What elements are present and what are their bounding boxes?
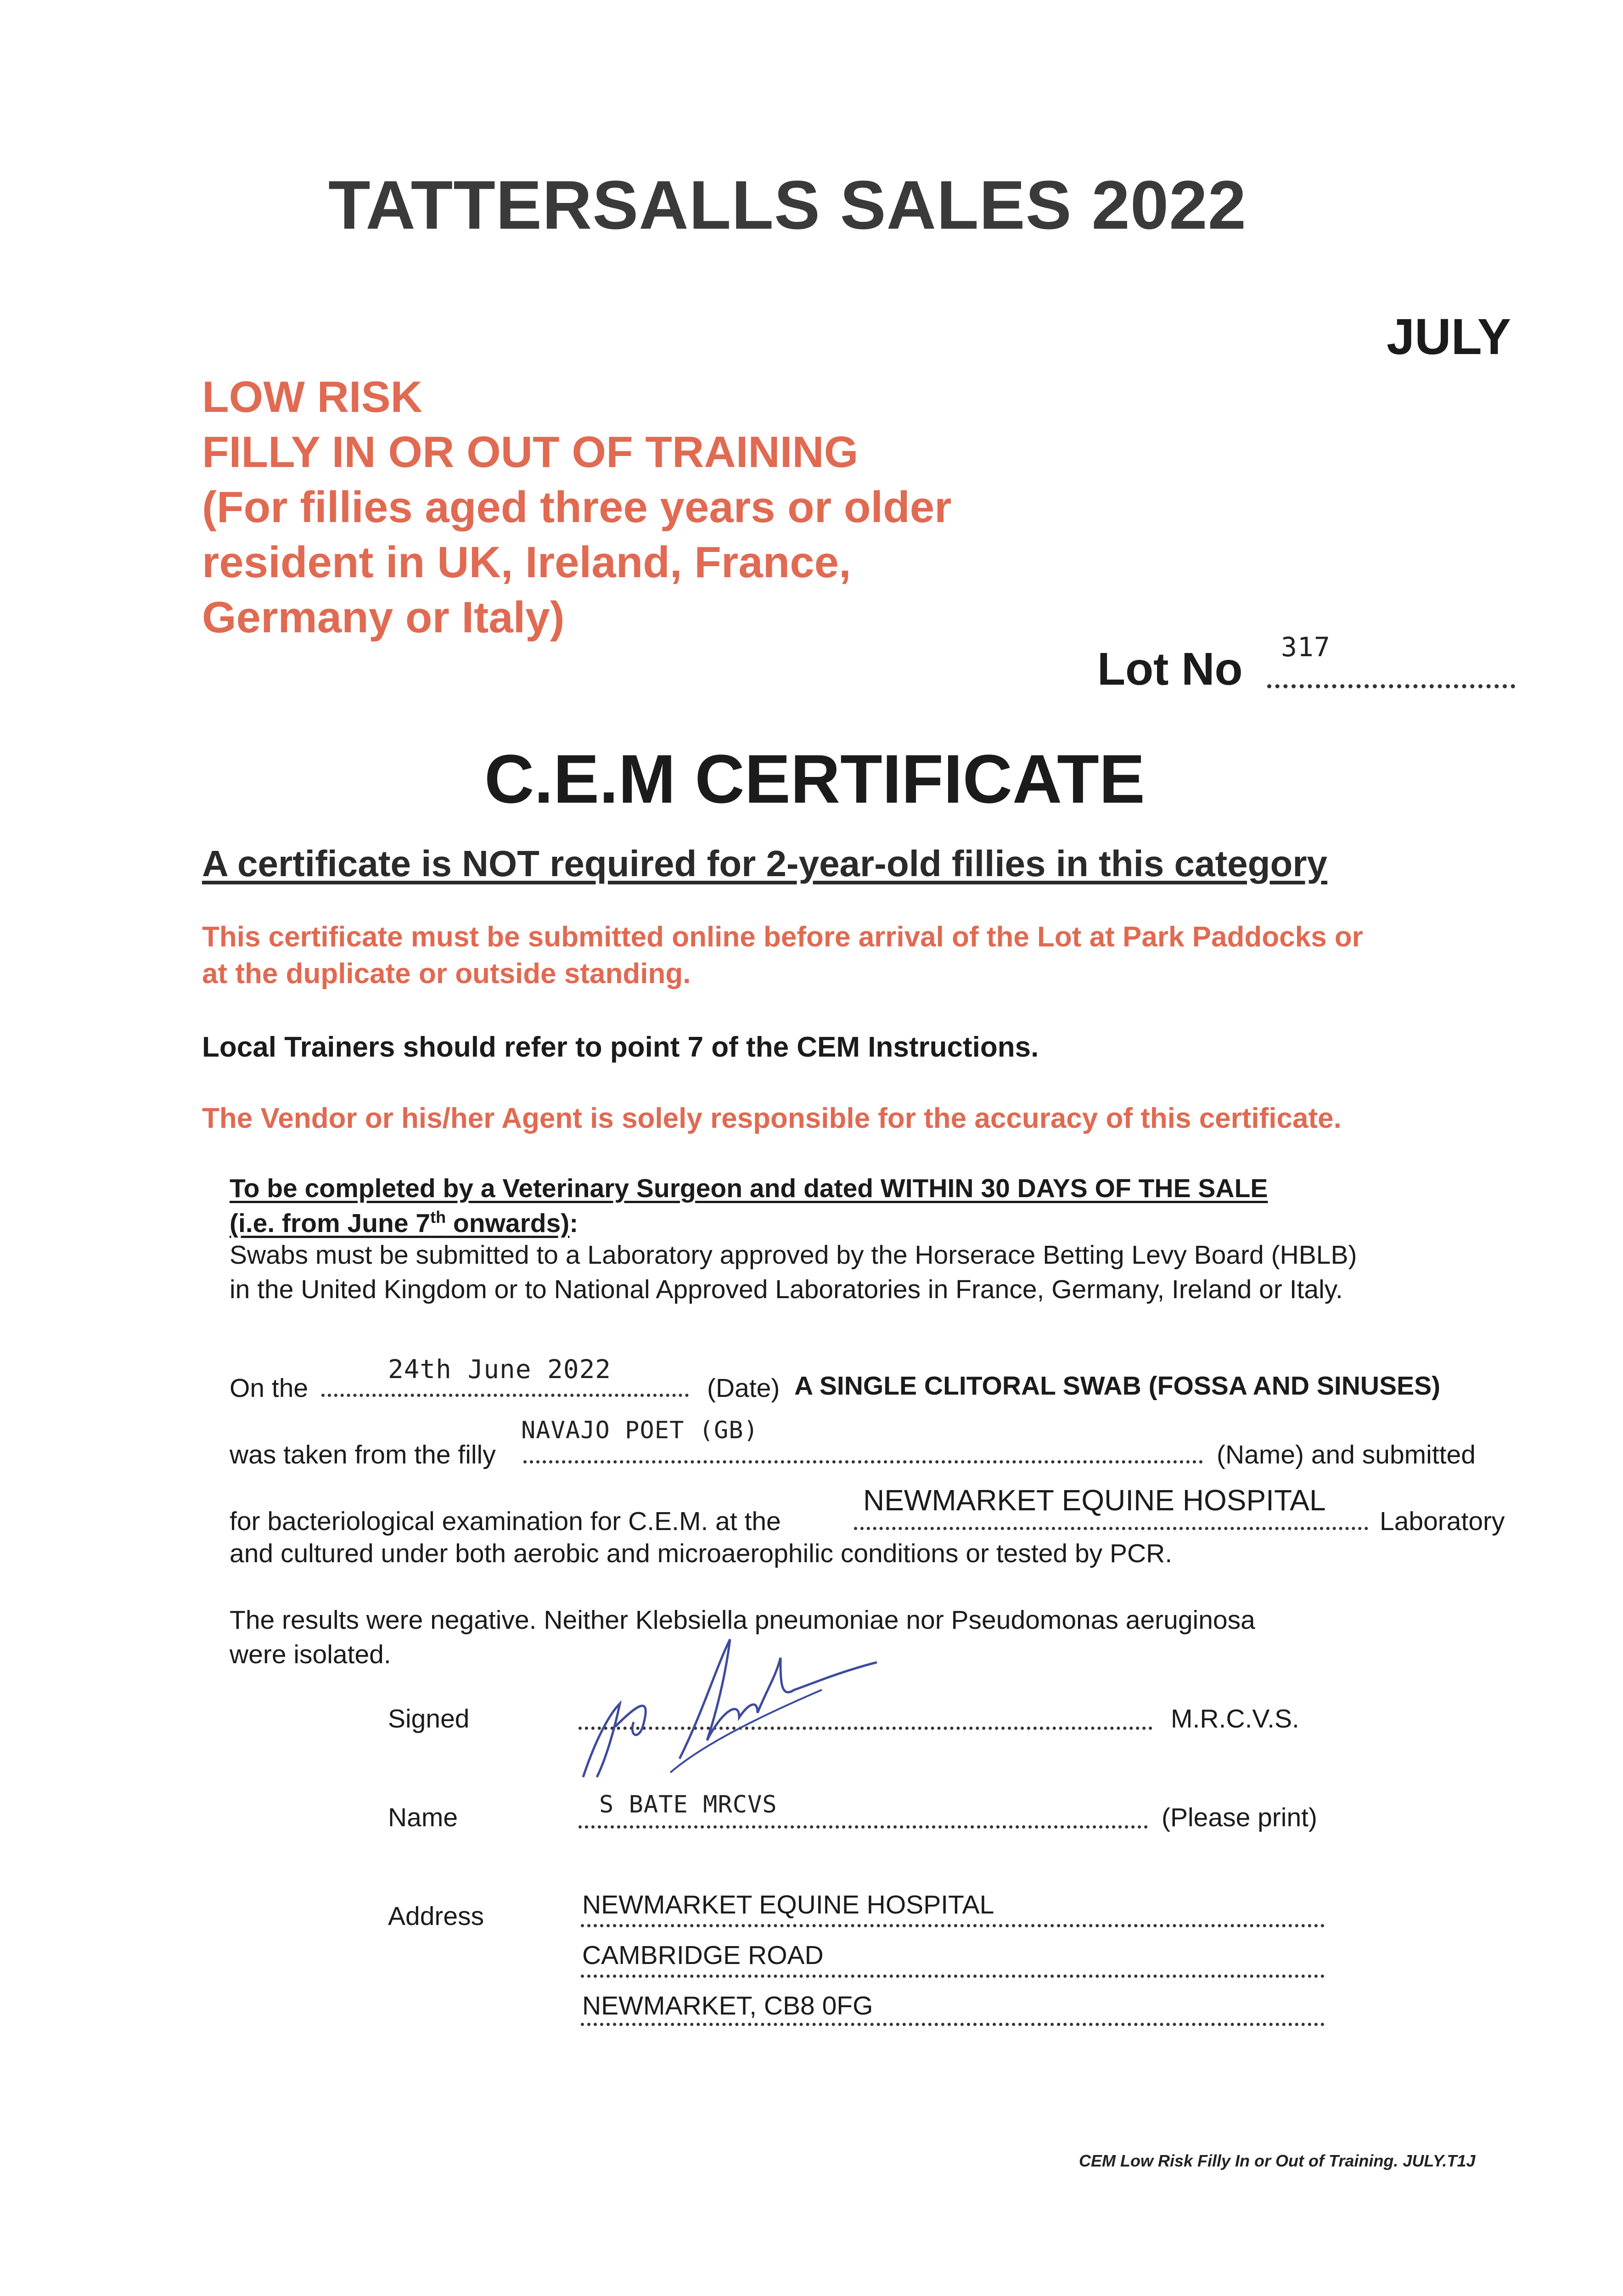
please-print-label: (Please print) [1162,1803,1317,1832]
lab-dotted-line [854,1527,1368,1530]
swab-instruction: Swabs must be submitted to a Laboratory approved by the Horserace Betting Levy Board (HBLB) [230,1240,1357,1270]
lot-label: Lot No [1097,643,1243,695]
name-submitted-label: (Name) and submitted [1217,1440,1476,1469]
page-title: TATTERSALLS SALES 2022 [328,166,1247,243]
filly-name-value[interactable]: NAVAJO POET (GB) [521,1417,758,1444]
on-the-label: On the [230,1373,309,1403]
category-line: resident in UK, Ireland, France, [202,538,851,587]
address-label: Address [388,1902,484,1931]
category-line: Germany or Italy) [202,593,565,642]
signed-label: Signed [388,1704,470,1733]
swab-instruction: in the United Kingdom or to National Approved Laboratories in France, Germany, Ireland or Italy. [230,1275,1343,1304]
mrcvs-label: M.R.C.V.S. [1171,1704,1299,1733]
name-label: Name [388,1803,458,1832]
results-text: The results were negative. Neither Klebsiella pneumoniae nor Pseudomonas aeruginosa [230,1605,1255,1635]
lab-name-value[interactable]: NEWMARKET EQUINE HOSPITAL [863,1484,1326,1517]
address-dotted-line [581,2023,1325,2026]
category-line: LOW RISK [202,372,422,422]
vendor-notice: The Vendor or his/her Agent is solely responsible for the accuracy of this certificate. [202,1103,1342,1134]
vet-heading-date-text: (i.e. from June 7 [230,1209,431,1238]
certificate-subtitle: A certificate is NOT required for 2-year-old fillies in this category [202,843,1328,884]
date-label: (Date) [707,1373,780,1403]
laboratory-label: Laboratory [1380,1507,1505,1536]
submit-notice: This certificate must be submitted online before arrival of the Lot at Park Paddocks or [202,921,1363,953]
lot-dotted-line [1267,684,1515,688]
address-dotted-line [581,1975,1325,1978]
submit-notice: at the duplicate or outside standing. [202,958,691,990]
vet-heading-date-suffix: onwards) [446,1209,570,1238]
address-line[interactable]: CAMBRIDGE ROAD [582,1941,824,1970]
swab-type: A SINGLE CLITORAL SWAB (FOSSA AND SINUSES) [794,1371,1441,1401]
vet-name-value[interactable]: S BATE MRCVS [599,1791,777,1818]
address-line[interactable]: NEWMARKET EQUINE HOSPITAL [582,1890,994,1919]
cultured-text: and cultured under both aerobic and microaerophilic conditions or tested by PCR. [230,1539,1173,1568]
lot-number[interactable]: 317 [1281,631,1331,663]
name-dotted-line [578,1825,1148,1829]
sale-month: JULY [1387,309,1511,365]
vet-heading-date [230,1208,578,1238]
exam-label: for bacteriological examination for C.E.M. at the [230,1507,781,1536]
category-line: (For fillies aged three years or older [202,483,952,532]
date-dotted-line [321,1394,689,1397]
footer-reference: CEM Low Risk Filly In or Out of Training. JULY.T1J [1079,2151,1476,2170]
address-dotted-line [581,1924,1325,1927]
taken-from-label: was taken from the filly [230,1440,496,1469]
category-line: FILLY IN OR OUT OF TRAINING [202,428,859,477]
vet-heading: To be completed by a Veterinary Surgeon and dated WITHIN 30 DAYS OF THE SALE [230,1174,1268,1203]
address-line[interactable]: NEWMARKET, CB8 0FG [582,1991,873,2020]
vet-heading-colon: : [569,1209,578,1238]
certificate-title: C.E.M CERTIFICATE [484,740,1145,817]
vet-heading-sup: th [430,1208,446,1227]
local-trainers-notice: Local Trainers should refer to point 7 of the CEM Instructions. [202,1031,1039,1063]
results-text: were isolated. [230,1640,391,1669]
signature-image [565,1621,895,1795]
filly-dotted-line [523,1460,1203,1463]
date-field-value[interactable]: 24th June 2022 [388,1355,612,1384]
